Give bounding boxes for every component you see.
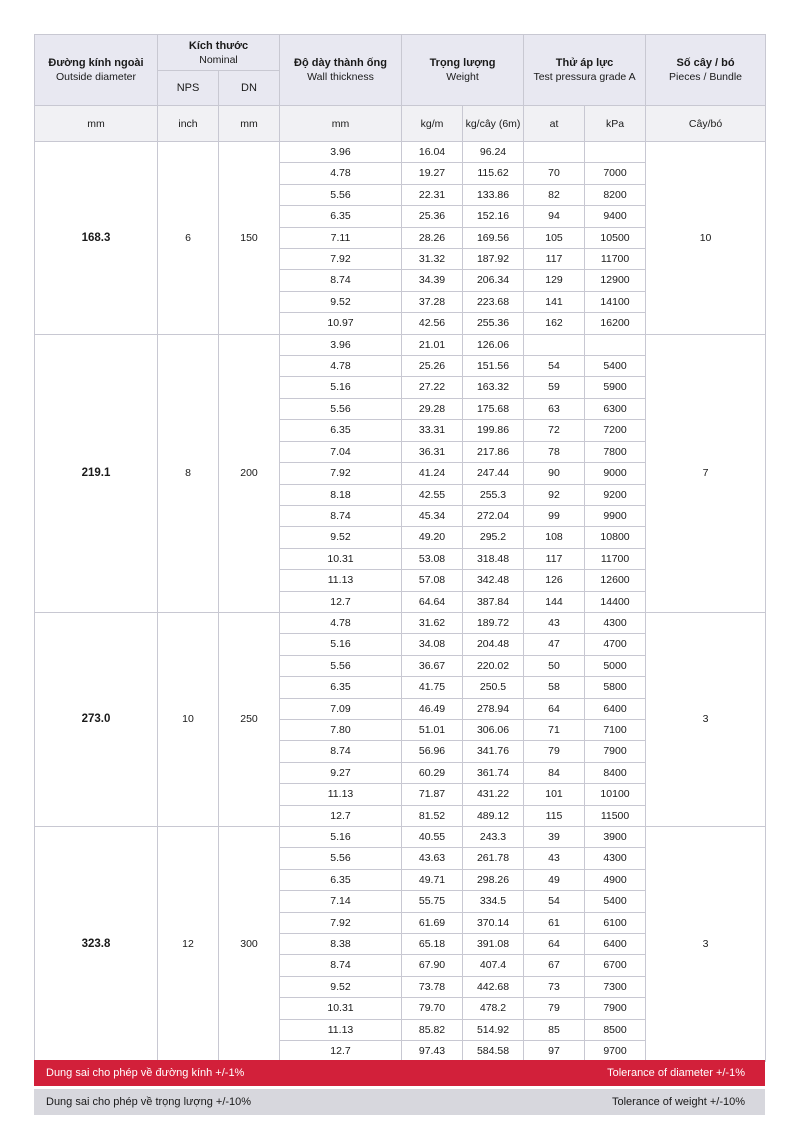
weight-kgm-cell: 21.01 (402, 334, 463, 355)
pressure-at-cell: 59 (524, 377, 585, 398)
wall-thickness-cell: 8.74 (280, 741, 402, 762)
pressure-kpa-cell: 10800 (585, 527, 646, 548)
pressure-at-cell: 92 (524, 484, 585, 505)
pressure-kpa-cell: 7900 (585, 998, 646, 1019)
pressure-kpa-cell: 6300 (585, 398, 646, 419)
dn-cell: 200 (219, 334, 280, 612)
wall-thickness-cell: 5.16 (280, 377, 402, 398)
wall-thickness-cell: 6.35 (280, 420, 402, 441)
weight-kg-per-pipe-cell: 255.36 (463, 313, 524, 334)
nps-cell: 12 (158, 827, 219, 1062)
pressure-at-cell: 129 (524, 270, 585, 291)
pressure-kpa-cell: 9200 (585, 484, 646, 505)
col-header-pieces-bundle: Số cây / bó Pieces / Bundle (646, 35, 766, 106)
weight-kgm-cell: 46.49 (402, 698, 463, 719)
weight-kg-per-pipe-cell: 255.3 (463, 484, 524, 505)
pressure-at-cell: 82 (524, 184, 585, 205)
weight-kgm-cell: 36.31 (402, 441, 463, 462)
weight-kg-per-pipe-cell: 334.5 (463, 891, 524, 912)
pressure-kpa-cell: 9900 (585, 505, 646, 526)
weight-kgm-cell: 61.69 (402, 912, 463, 933)
pressure-at-cell: 61 (524, 912, 585, 933)
unit-row (35, 106, 766, 142)
wall-thickness-cell: 8.74 (280, 955, 402, 976)
weight-kg-per-pipe-cell: 199.86 (463, 420, 524, 441)
pressure-at-cell: 64 (524, 934, 585, 955)
table-row (35, 142, 766, 163)
weight-kg-per-pipe-cell: 133.86 (463, 184, 524, 205)
wall-thickness-cell: 7.11 (280, 227, 402, 248)
wall-thickness-cell: 5.56 (280, 398, 402, 419)
pressure-at-cell: 43 (524, 612, 585, 633)
weight-kgm-cell: 22.31 (402, 184, 463, 205)
nps-cell: 6 (158, 142, 219, 335)
pressure-kpa-cell: 9000 (585, 463, 646, 484)
pressure-kpa-cell: 4900 (585, 869, 646, 890)
pressure-at-cell: 63 (524, 398, 585, 419)
pressure-at-cell: 70 (524, 163, 585, 184)
outside-diameter-cell: 273.0 (35, 612, 158, 826)
unit-cell: mm (35, 106, 158, 142)
wall-thickness-cell: 7.04 (280, 441, 402, 462)
weight-kg-per-pipe-cell: 187.92 (463, 249, 524, 270)
wall-thickness-cell: 9.27 (280, 762, 402, 783)
wall-thickness-cell: 8.18 (280, 484, 402, 505)
pressure-at-cell: 85 (524, 1019, 585, 1040)
unit-cell: mm (219, 106, 280, 142)
weight-kg-per-pipe-cell: 175.68 (463, 398, 524, 419)
pressure-kpa-cell: 6400 (585, 698, 646, 719)
weight-kg-per-pipe-cell: 514.92 (463, 1019, 524, 1040)
weight-kg-per-pipe-cell: 163.32 (463, 377, 524, 398)
wall-thickness-cell: 7.92 (280, 463, 402, 484)
weight-kgm-cell: 55.75 (402, 891, 463, 912)
pressure-at-cell: 115 (524, 805, 585, 826)
pressure-at-cell (524, 142, 585, 163)
nps-cell: 8 (158, 334, 219, 612)
weight-kg-per-pipe-cell: 442.68 (463, 976, 524, 997)
weight-kg-per-pipe-cell: 220.02 (463, 655, 524, 676)
weight-kgm-cell: 37.28 (402, 291, 463, 312)
pressure-at-cell: 97 (524, 1041, 585, 1062)
pressure-at-cell: 99 (524, 505, 585, 526)
pieces-per-bundle-cell: 7 (646, 334, 766, 612)
weight-kgm-cell: 34.08 (402, 634, 463, 655)
pressure-kpa-cell: 4300 (585, 848, 646, 869)
pressure-at-cell: 101 (524, 784, 585, 805)
pressure-kpa-cell: 12900 (585, 270, 646, 291)
pressure-kpa-cell: 5800 (585, 677, 646, 698)
weight-kg-per-pipe-cell: 342.48 (463, 570, 524, 591)
dn-cell: 150 (219, 142, 280, 335)
pressure-at-cell: 72 (524, 420, 585, 441)
weight-kg-per-pipe-cell: 370.14 (463, 912, 524, 933)
weight-kgm-cell: 49.20 (402, 527, 463, 548)
weight-kg-per-pipe-cell: 115.62 (463, 163, 524, 184)
weight-kg-per-pipe-cell: 431.22 (463, 784, 524, 805)
weight-kg-per-pipe-cell: 391.08 (463, 934, 524, 955)
weight-kg-per-pipe-cell: 261.78 (463, 848, 524, 869)
weight-kg-per-pipe-cell: 298.26 (463, 869, 524, 890)
outside-diameter-cell: 323.8 (35, 827, 158, 1062)
weight-kg-per-pipe-cell: 96.24 (463, 142, 524, 163)
table-row (35, 334, 766, 355)
pressure-kpa-cell: 10500 (585, 227, 646, 248)
col-header-nps: NPS (158, 71, 219, 106)
weight-kg-per-pipe-cell: 489.12 (463, 805, 524, 826)
pressure-kpa-cell: 7100 (585, 719, 646, 740)
pressure-at-cell: 79 (524, 741, 585, 762)
weight-kgm-cell: 33.31 (402, 420, 463, 441)
pressure-at-cell: 162 (524, 313, 585, 334)
outside-diameter-cell: 168.3 (35, 142, 158, 335)
pressure-at-cell: 117 (524, 249, 585, 270)
pressure-at-cell: 54 (524, 356, 585, 377)
pieces-per-bundle-cell: 3 (646, 612, 766, 826)
pressure-kpa-cell: 6400 (585, 934, 646, 955)
pressure-kpa-cell: 7000 (585, 163, 646, 184)
unit-cell: kPa (585, 106, 646, 142)
weight-kg-per-pipe-cell: 126.06 (463, 334, 524, 355)
weight-kg-per-pipe-cell: 387.84 (463, 591, 524, 612)
pressure-at-cell: 43 (524, 848, 585, 869)
weight-kg-per-pipe-cell: 189.72 (463, 612, 524, 633)
pressure-kpa-cell: 11500 (585, 805, 646, 826)
weight-tolerance-band (34, 1089, 765, 1115)
weight-kg-per-pipe-cell: 278.94 (463, 698, 524, 719)
wall-thickness-cell: 8.74 (280, 505, 402, 526)
pressure-kpa-cell: 8500 (585, 1019, 646, 1040)
weight-kg-per-pipe-cell: 151.56 (463, 356, 524, 377)
pressure-at-cell: 105 (524, 227, 585, 248)
diameter-tolerance-vi: Dung sai cho phép về đường kính +/-1% (46, 1067, 245, 1079)
wall-thickness-cell: 6.35 (280, 206, 402, 227)
weight-kgm-cell: 60.29 (402, 762, 463, 783)
weight-kg-per-pipe-cell: 169.56 (463, 227, 524, 248)
weight-kg-per-pipe-cell: 152.16 (463, 206, 524, 227)
pressure-kpa-cell: 10100 (585, 784, 646, 805)
wall-thickness-cell: 4.78 (280, 163, 402, 184)
weight-kg-per-pipe-cell: 306.06 (463, 719, 524, 740)
wall-thickness-cell: 5.56 (280, 848, 402, 869)
pressure-at-cell: 90 (524, 463, 585, 484)
wall-thickness-cell: 11.13 (280, 570, 402, 591)
weight-kgm-cell: 67.90 (402, 955, 463, 976)
pressure-kpa-cell: 4300 (585, 612, 646, 633)
dn-cell: 300 (219, 827, 280, 1062)
weight-kgm-cell: 42.55 (402, 484, 463, 505)
unit-cell: inch (158, 106, 219, 142)
wall-thickness-cell: 4.78 (280, 612, 402, 633)
weight-kg-per-pipe-cell: 341.76 (463, 741, 524, 762)
pressure-at-cell: 141 (524, 291, 585, 312)
pressure-kpa-cell: 8400 (585, 762, 646, 783)
pressure-kpa-cell: 7800 (585, 441, 646, 462)
wall-thickness-cell: 12.7 (280, 1041, 402, 1062)
weight-kg-per-pipe-cell: 295.2 (463, 527, 524, 548)
dn-cell: 250 (219, 612, 280, 826)
unit-cell: Cây/bó (646, 106, 766, 142)
weight-kgm-cell: 41.24 (402, 463, 463, 484)
wall-thickness-cell: 12.7 (280, 591, 402, 612)
pressure-kpa-cell: 3900 (585, 827, 646, 848)
weight-tolerance-vi: Dung sai cho phép về trọng lượng +/-10% (46, 1096, 252, 1108)
wall-thickness-cell: 6.35 (280, 869, 402, 890)
weight-kgm-cell: 25.36 (402, 206, 463, 227)
weight-kgm-cell: 81.52 (402, 805, 463, 826)
diameter-tolerance-en: Tolerance of diameter +/-1% (607, 1067, 745, 1079)
weight-kg-per-pipe-cell: 206.34 (463, 270, 524, 291)
pressure-at-cell (524, 334, 585, 355)
weight-kg-per-pipe-cell: 217.86 (463, 441, 524, 462)
wall-thickness-cell: 5.16 (280, 827, 402, 848)
weight-kg-per-pipe-cell: 318.48 (463, 548, 524, 569)
wall-thickness-cell: 7.14 (280, 891, 402, 912)
wall-thickness-cell: 3.96 (280, 142, 402, 163)
pressure-at-cell: 117 (524, 548, 585, 569)
pressure-kpa-cell: 9400 (585, 206, 646, 227)
col-header-test-pressure: Thử áp lực Test pressura grade A (524, 35, 646, 106)
wall-thickness-cell: 4.78 (280, 356, 402, 377)
pressure-kpa-cell: 5400 (585, 356, 646, 377)
pressure-at-cell: 79 (524, 998, 585, 1019)
pressure-at-cell: 71 (524, 719, 585, 740)
weight-kgm-cell: 36.67 (402, 655, 463, 676)
wall-thickness-cell: 5.56 (280, 184, 402, 205)
wall-thickness-cell: 10.97 (280, 313, 402, 334)
pressure-at-cell: 126 (524, 570, 585, 591)
weight-kg-per-pipe-cell: 223.68 (463, 291, 524, 312)
weight-kgm-cell: 41.75 (402, 677, 463, 698)
pressure-at-cell: 58 (524, 677, 585, 698)
wall-thickness-cell: 7.92 (280, 912, 402, 933)
wall-thickness-cell: 6.35 (280, 677, 402, 698)
pressure-kpa-cell: 11700 (585, 249, 646, 270)
wall-thickness-cell: 12.7 (280, 805, 402, 826)
weight-kgm-cell: 27.22 (402, 377, 463, 398)
weight-kgm-cell: 51.01 (402, 719, 463, 740)
weight-kgm-cell: 28.26 (402, 227, 463, 248)
col-header-dn: DN (219, 71, 280, 106)
pressure-kpa-cell: 7200 (585, 420, 646, 441)
wall-thickness-cell: 9.52 (280, 527, 402, 548)
pipe-spec-sheet (34, 34, 765, 1062)
pressure-at-cell: 54 (524, 891, 585, 912)
wall-thickness-cell: 3.96 (280, 334, 402, 355)
pressure-kpa-cell: 6100 (585, 912, 646, 933)
pressure-at-cell: 67 (524, 955, 585, 976)
wall-thickness-cell: 11.13 (280, 784, 402, 805)
wall-thickness-cell: 8.74 (280, 270, 402, 291)
pressure-at-cell: 73 (524, 976, 585, 997)
pressure-at-cell: 49 (524, 869, 585, 890)
pressure-kpa-cell: 12600 (585, 570, 646, 591)
nps-cell: 10 (158, 612, 219, 826)
weight-kg-per-pipe-cell: 204.48 (463, 634, 524, 655)
weight-kgm-cell: 42.56 (402, 313, 463, 334)
pressure-kpa-cell: 6700 (585, 955, 646, 976)
pressure-kpa-cell: 5400 (585, 891, 646, 912)
col-header-outside-diameter: Đường kính ngoài Outside diameter (35, 35, 158, 106)
pressure-kpa-cell: 7300 (585, 976, 646, 997)
weight-kg-per-pipe-cell: 243.3 (463, 827, 524, 848)
pressure-at-cell: 64 (524, 698, 585, 719)
wall-thickness-cell: 11.13 (280, 1019, 402, 1040)
weight-kgm-cell: 31.32 (402, 249, 463, 270)
col-header-nominal: Kích thước Nominal (158, 35, 280, 71)
wall-thickness-cell: 5.16 (280, 634, 402, 655)
pressure-kpa-cell: 4700 (585, 634, 646, 655)
unit-cell: kg/cây (6m) (463, 106, 524, 142)
weight-kgm-cell: 40.55 (402, 827, 463, 848)
pressure-at-cell: 94 (524, 206, 585, 227)
weight-kgm-cell: 43.63 (402, 848, 463, 869)
wall-thickness-cell: 9.52 (280, 291, 402, 312)
wall-thickness-cell: 7.92 (280, 249, 402, 270)
wall-thickness-cell: 10.31 (280, 548, 402, 569)
pressure-at-cell: 47 (524, 634, 585, 655)
pressure-kpa-cell (585, 334, 646, 355)
weight-kgm-cell: 34.39 (402, 270, 463, 291)
weight-kgm-cell: 25.26 (402, 356, 463, 377)
weight-kg-per-pipe-cell: 407.4 (463, 955, 524, 976)
outside-diameter-cell: 219.1 (35, 334, 158, 612)
wall-thickness-cell: 7.80 (280, 719, 402, 740)
pipe-spec-table (34, 34, 766, 1062)
pressure-kpa-cell: 16200 (585, 313, 646, 334)
weight-kgm-cell: 65.18 (402, 934, 463, 955)
pressure-kpa-cell (585, 142, 646, 163)
wall-thickness-cell: 10.31 (280, 998, 402, 1019)
pressure-kpa-cell: 5000 (585, 655, 646, 676)
pressure-kpa-cell: 14100 (585, 291, 646, 312)
diameter-tolerance-band (34, 1060, 765, 1086)
unit-cell: mm (280, 106, 402, 142)
weight-kgm-cell: 97.43 (402, 1041, 463, 1062)
pressure-at-cell: 108 (524, 527, 585, 548)
pressure-at-cell: 78 (524, 441, 585, 462)
pressure-at-cell: 39 (524, 827, 585, 848)
weight-kgm-cell: 71.87 (402, 784, 463, 805)
pieces-per-bundle-cell: 10 (646, 142, 766, 335)
weight-kgm-cell: 57.08 (402, 570, 463, 591)
table-row (35, 612, 766, 633)
wall-thickness-cell: 9.52 (280, 976, 402, 997)
pressure-kpa-cell: 14400 (585, 591, 646, 612)
weight-kg-per-pipe-cell: 361.74 (463, 762, 524, 783)
pressure-kpa-cell: 9700 (585, 1041, 646, 1062)
weight-kgm-cell: 16.04 (402, 142, 463, 163)
table-row (35, 827, 766, 848)
pressure-at-cell: 50 (524, 655, 585, 676)
weight-kgm-cell: 79.70 (402, 998, 463, 1019)
pressure-kpa-cell: 5900 (585, 377, 646, 398)
unit-cell: kg/m (402, 106, 463, 142)
wall-thickness-cell: 8.38 (280, 934, 402, 955)
weight-kgm-cell: 64.64 (402, 591, 463, 612)
weight-kg-per-pipe-cell: 272.04 (463, 505, 524, 526)
weight-kgm-cell: 31.62 (402, 612, 463, 633)
col-header-weight: Trọng lượng Weight (402, 35, 524, 106)
col-header-wall-thickness: Độ dày thành ống Wall thickness (280, 35, 402, 106)
pressure-at-cell: 84 (524, 762, 585, 783)
pressure-kpa-cell: 8200 (585, 184, 646, 205)
pieces-per-bundle-cell: 3 (646, 827, 766, 1062)
weight-kg-per-pipe-cell: 250.5 (463, 677, 524, 698)
weight-kgm-cell: 45.34 (402, 505, 463, 526)
weight-kgm-cell: 49.71 (402, 869, 463, 890)
weight-kgm-cell: 29.28 (402, 398, 463, 419)
weight-kgm-cell: 19.27 (402, 163, 463, 184)
header-row (35, 35, 766, 71)
pressure-kpa-cell: 11700 (585, 548, 646, 569)
unit-cell: at (524, 106, 585, 142)
pressure-at-cell: 144 (524, 591, 585, 612)
spec-table-body (35, 142, 766, 1062)
weight-kg-per-pipe-cell: 584.58 (463, 1041, 524, 1062)
weight-kgm-cell: 56.96 (402, 741, 463, 762)
weight-kgm-cell: 73.78 (402, 976, 463, 997)
weight-kg-per-pipe-cell: 247.44 (463, 463, 524, 484)
weight-kg-per-pipe-cell: 478.2 (463, 998, 524, 1019)
weight-tolerance-en: Tolerance of weight +/-10% (612, 1096, 745, 1108)
weight-kgm-cell: 53.08 (402, 548, 463, 569)
pressure-kpa-cell: 7900 (585, 741, 646, 762)
weight-kgm-cell: 85.82 (402, 1019, 463, 1040)
wall-thickness-cell: 7.09 (280, 698, 402, 719)
wall-thickness-cell: 5.56 (280, 655, 402, 676)
